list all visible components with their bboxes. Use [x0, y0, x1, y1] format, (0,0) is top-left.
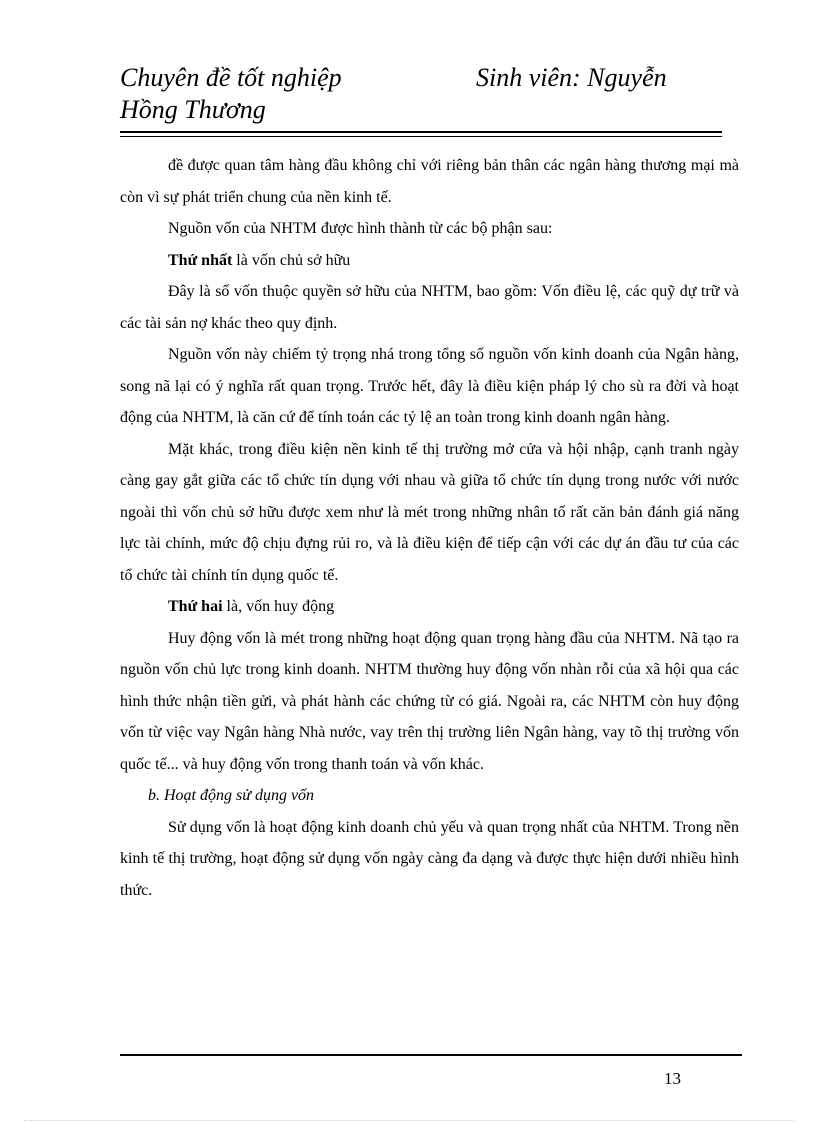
heading-second-bold: Thứ hai: [168, 598, 223, 615]
page-header: [120, 62, 720, 126]
heading-first: [120, 245, 739, 277]
heading-first-bold: Thứ nhất: [168, 251, 233, 269]
paragraph: Nguồn vốn này chiếm tỷ trọng nhá trong tổng số nguồn vốn kinh doanh của Ngân hàng, song nã lại có ý nghĩa rất quan trọng. Trước hết, đây là điều kiện pháp lý cho sù ra đời và hoạt động của NHTM, là căn cứ để tính toán các tỷ lệ an toàn trong kinh doanh ngân hàng.: [120, 346, 739, 426]
footer-rule: [120, 1054, 742, 1056]
header-student-name: Hồng Thương: [120, 95, 266, 124]
header-rule: [120, 131, 722, 137]
heading-second: [120, 591, 739, 623]
paragraph: Đây là số vốn thuộc quyền sở hữu của NHTM, bao gồm: Vốn điều lệ, các quỹ dự trữ và các tài sản nợ khác theo quy định.: [120, 283, 739, 332]
header-student: Sinh viên: Nguyễn: [476, 63, 667, 92]
paragraph: Nguồn vốn của NHTM được hình thành từ các bộ phận sau:: [168, 220, 553, 237]
page-edge: [24, 1120, 794, 1121]
paragraph: đề được quan tâm hàng đầu không chỉ với riêng bản thân các ngân hàng thương mại mà còn vì sự phát triển chung của nền kinh tế.: [120, 157, 739, 206]
paragraph: Sử dụng vốn là hoạt động kinh doanh chủ yếu và quan trọng nhất của NHTM. Trong nền kinh tế thị trường, hoạt động sử dụng vốn ngày càng đa dạng và được thực hiện dưới nhiều hình thức.: [120, 818, 739, 899]
heading-first-rest: là vốn chủ sở hữu: [232, 251, 351, 269]
header-title: Chuyên đề tốt nghiệp: [120, 63, 342, 92]
paragraph: Huy động vốn là mét trong những hoạt động quan trọng hàng đầu của NHTM. Nã tạo ra nguồn vốn chủ lực trong kinh doanh. NHTM thường huy động vốn nhàn rỗi của xã hội qua các hình thức nhận tiền gửi, và phát hành các chứng từ có giá. Ngoài ra, các NHTM còn huy động vốn từ việc vay Ngân hàng Nhà nước, vay trên thị trường liên Ngân hàng, vay tõ thị trường vốn quốc tế... và huy động vốn trong thanh toán và vốn khác.: [120, 629, 739, 773]
paragraph: Mặt khác, trong điều kiện nền kinh tế thị trường mở cửa và hội nhập, cạnh tranh ngày càng gay gắt giữa các tổ chức tín dụng với nhau và giữa tổ chức tín dụng trong nước với nước ngoài thì vốn chủ sở hữu được xem như là mét trong những nhân tố rất căn bản đánh giá năng lực tài chính, mức độ chịu đựng rủi ro, và là điều kiện để tiếp cận với các dự án đầu tư của các tổ chức tài chính tín dụng quốc tế.: [120, 440, 739, 584]
subheading: b. Hoạt động sử dụng vốn: [148, 787, 315, 804]
heading-second-rest: là, vốn huy động: [222, 598, 335, 615]
page-number: 13: [664, 1069, 681, 1088]
document-body: [120, 150, 739, 906]
